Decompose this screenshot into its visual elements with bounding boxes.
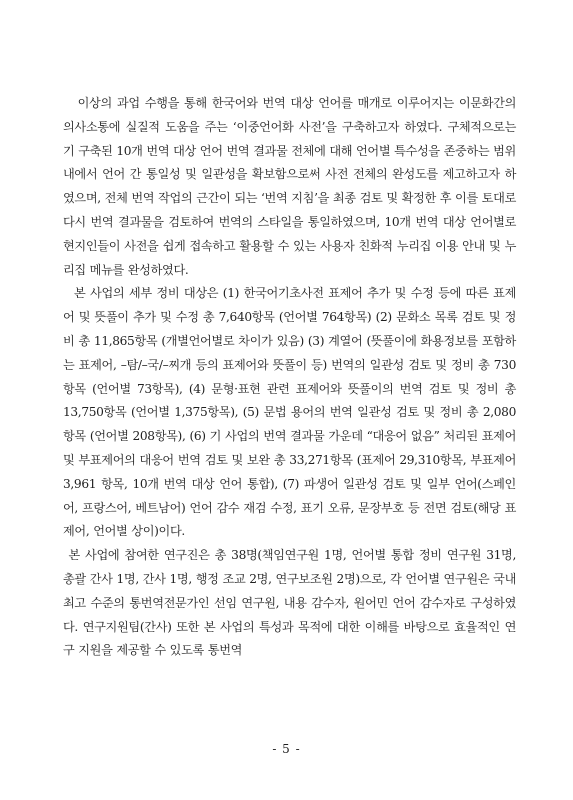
paragraph-maintenance-targets: 본 사업의 세부 정비 대상은 (1) 한국어기초사전 표제어 추가 및 수정 등에 따른 표제어 및 뜻풀이 추가 및 수정 총 7,640항목 (언어별 764항목) (2) 문화소 목록 검토 및 정비 총 11,865항목 (개별언어별로 차이가 있음) (3) 계열어 (뜻풀이에 화용정보를 포함하는 표제어, –탐/–국/–찌개 등의 표제어와 뜻풀이 등) 번역의 일관성 검토 및 정비 총 730항목 (언어별 73항목), (4) 문형·표현 관련 표제어와 뜻풀이의 번역 검토 및 정비 총 13,750항목 (언어별 1,375항목), (5) 문법 용어의 번역 일관성 검토 및 정비 총 2,080항목 (언어별 208항목), (6) 기 사업의 번역 결과물 가운데 “대응어 없음” 처리된 표제어 및 부표제어의 대응어 번역 검토 및 보완 총 33,271항목 (표제어 29,310항목, 부표제어 3,961 항목, 10개 번역 대상 언어 통합), (7) 파생어 일관성 검토 및 일부 언어(스페인어, 프랑스어, 베트남어) 언어 감수 재검 수정, 표기 오류, 문장부호 등 전면 검토(해당 표제어, 언어별 상이)이다. [63, 286, 516, 539]
document-body [63, 92, 516, 663]
page-number: - 5 - [272, 742, 301, 756]
paragraph-research-team: 본 사업에 참여한 연구진은 총 38명(책임연구원 1명, 언어별 통합 정비 연구원 31명, 총괄 간사 1명, 간사 1명, 행정 조교 2명, 연구보조원 2명)으로, 각 언어별 연구원은 국내 최고 수준의 통번역전문가인 선임 연구원, 내용 감수자, 원어민 언어 감수자로 구성하였다. 연구지원팀(간사) 또한 본 사업의 특성과 목적에 대한 이해를 바탕으로 효율적인 연구 지원을 제공할 수 있도록 통번역 [63, 548, 516, 658]
paragraph-project-outcome: 이상의 과업 수행을 통해 한국어와 번역 대상 언어를 매개로 이루어지는 이문화간의 의사소통에 실질적 도움을 주는 ‘이중언어화 사전’을 구축하고자 하였다. 구체적으로는 기 구축된 10개 번역 대상 언어 번역 결과물 전체에 대해 언어별 특수성을 존중하는 범위 내에서 언어 간 통일성 및 일관성을 확보함으로써 사전 전체의 완성도를 제고하고자 하였으며, 전체 번역 작업의 근간이 되는 ‘번역 지침’을 최종 검토 및 확정한 후 이를 토대로 다시 번역 결과물을 검토하여 번역의 스타일을 통일하였으며, 10개 번역 대상 언어별로 현지인들이 사전을 쉽게 접속하고 활용할 수 있는 사용자 친화적 누리집 이용 안내 및 누리집 메뉴를 완성하였다. [63, 96, 516, 277]
